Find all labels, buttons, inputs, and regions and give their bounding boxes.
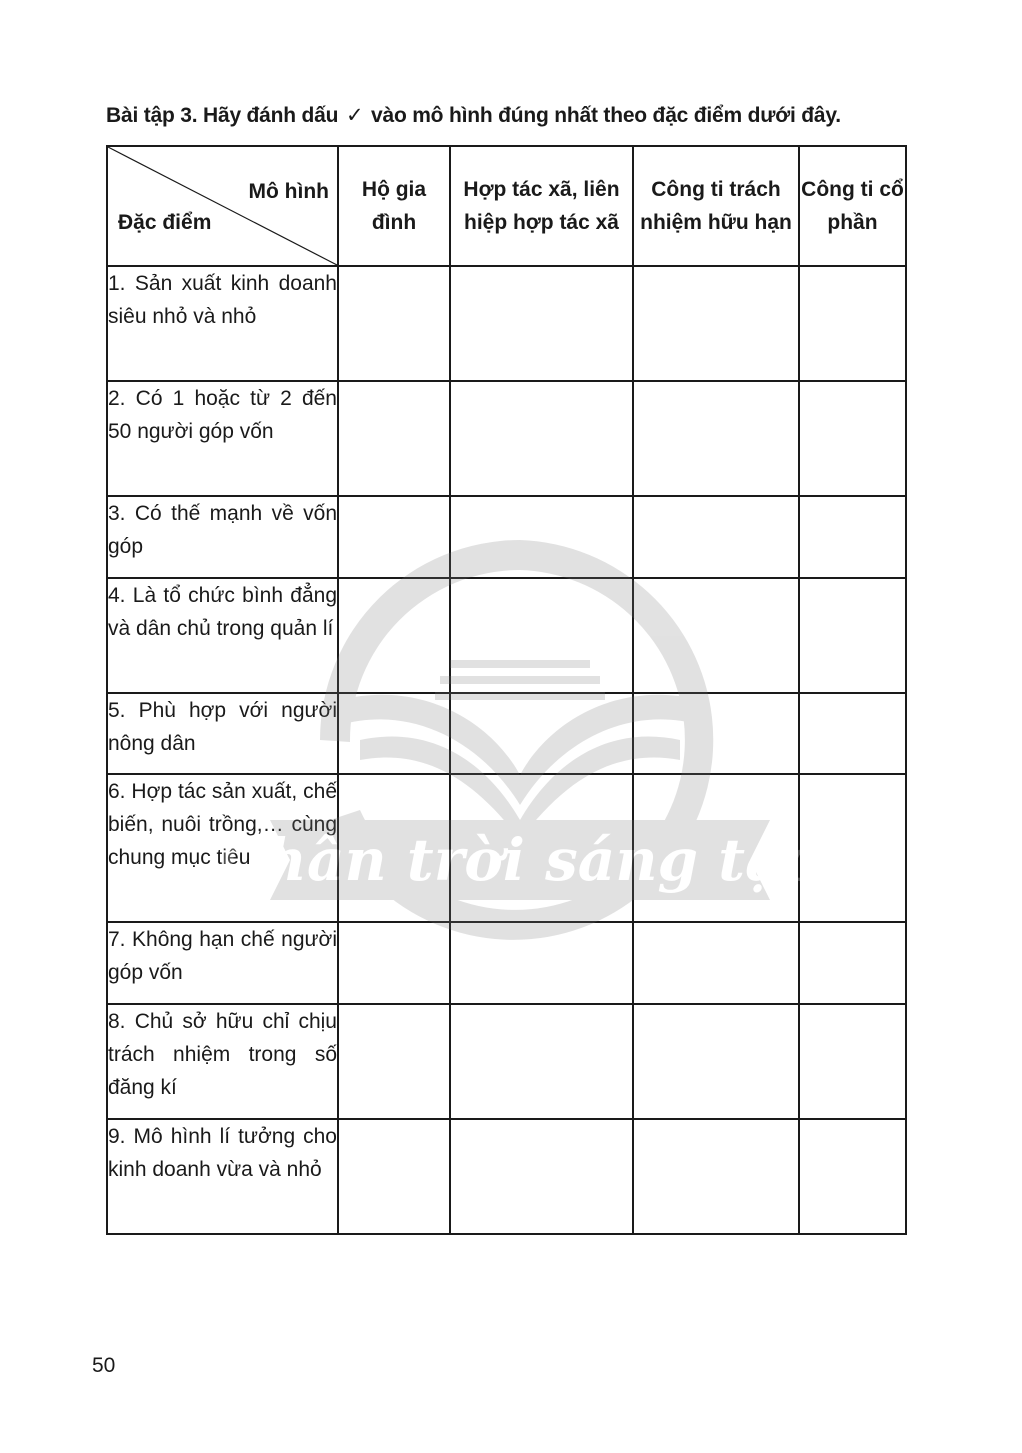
answer-cell[interactable] bbox=[799, 496, 906, 578]
table-row bbox=[107, 578, 906, 693]
answer-cell[interactable] bbox=[338, 922, 450, 1004]
answer-cell[interactable] bbox=[633, 381, 799, 496]
table-row bbox=[107, 1119, 906, 1234]
header-row bbox=[107, 146, 906, 266]
answer-cell[interactable] bbox=[799, 1119, 906, 1234]
answer-cell[interactable] bbox=[633, 693, 799, 774]
answer-cell[interactable] bbox=[338, 381, 450, 496]
answer-cell[interactable] bbox=[450, 266, 633, 381]
feature-label: 7. Không hạn chế người góp vốn bbox=[107, 922, 338, 1004]
answer-cell[interactable] bbox=[633, 266, 799, 381]
answer-cell[interactable] bbox=[799, 578, 906, 693]
answer-cell[interactable] bbox=[633, 1119, 799, 1234]
column-header: Công ti cổ phần bbox=[799, 146, 906, 266]
table-row bbox=[107, 1004, 906, 1119]
watermark-text: Chân trời sáng tạo bbox=[218, 826, 822, 894]
answer-cell[interactable] bbox=[633, 922, 799, 1004]
exercise-title-start: Bài tập 3. Hãy đánh dấu bbox=[106, 104, 339, 127]
classification-table bbox=[106, 145, 907, 1235]
answer-cell[interactable] bbox=[338, 496, 450, 578]
answer-cell[interactable] bbox=[450, 922, 633, 1004]
answer-cell[interactable] bbox=[450, 1119, 633, 1234]
answer-cell[interactable] bbox=[633, 1004, 799, 1119]
feature-label: 1. Sản xuất kinh doanh siêu nhỏ và nhỏ bbox=[107, 266, 338, 381]
feature-label: 2. Có 1 hoặc từ 2 đến 50 người góp vốn bbox=[107, 381, 338, 496]
answer-cell[interactable] bbox=[799, 266, 906, 381]
answer-cell[interactable] bbox=[338, 578, 450, 693]
feature-label: 5. Phù hợp với người nông dân bbox=[107, 693, 338, 774]
answer-cell[interactable] bbox=[450, 774, 633, 922]
exercise-title bbox=[106, 103, 926, 128]
answer-cell[interactable] bbox=[450, 693, 633, 774]
exercise-title-end: vào mô hình đúng nhất theo đặc điểm dưới đây. bbox=[370, 104, 841, 127]
diagonal-divider bbox=[108, 147, 337, 265]
answer-cell[interactable] bbox=[799, 1004, 906, 1119]
answer-cell[interactable] bbox=[450, 578, 633, 693]
table-row bbox=[107, 693, 906, 774]
answer-cell[interactable] bbox=[338, 266, 450, 381]
answer-cell[interactable] bbox=[450, 496, 633, 578]
feature-label: 8. Chủ sở hữu chỉ chịu trách nhiệm trong số đăng kí bbox=[107, 1004, 338, 1119]
table-row bbox=[107, 922, 906, 1004]
corner-header bbox=[107, 146, 338, 266]
column-header: Công ti trách nhiệm hữu hạn bbox=[633, 146, 799, 266]
corner-label-model: Mô hình bbox=[248, 180, 329, 203]
answer-cell[interactable] bbox=[338, 693, 450, 774]
answer-cell[interactable] bbox=[633, 774, 799, 922]
answer-cell[interactable] bbox=[450, 1004, 633, 1119]
answer-cell[interactable] bbox=[633, 578, 799, 693]
feature-label: 3. Có thế mạnh về vốn góp bbox=[107, 496, 338, 578]
column-header: Hợp tác xã, liên hiệp hợp tác xã bbox=[450, 146, 633, 266]
column-header: Hộ gia đình bbox=[338, 146, 450, 266]
answer-cell[interactable] bbox=[799, 922, 906, 1004]
answer-cell[interactable] bbox=[338, 1004, 450, 1119]
table-row bbox=[107, 774, 906, 922]
feature-label: 9. Mô hình lí tưởng cho kinh doanh vừa và nhỏ bbox=[107, 1119, 338, 1234]
corner-label-feature: Đặc điểm bbox=[118, 211, 212, 234]
feature-label: 4. Là tổ chức bình đẳng và dân chủ trong quản lí bbox=[107, 578, 338, 693]
page-number: 50 bbox=[92, 1354, 116, 1377]
table-row bbox=[107, 266, 906, 381]
answer-cell[interactable] bbox=[338, 774, 450, 922]
answer-cell[interactable] bbox=[338, 1119, 450, 1234]
feature-label: 6. Hợp tác sản xuất, chế biến, nuôi trồng,… cùng chung mục tiêu bbox=[107, 774, 338, 922]
answer-cell[interactable] bbox=[799, 381, 906, 496]
answer-cell[interactable] bbox=[633, 496, 799, 578]
table-row bbox=[107, 381, 906, 496]
answer-cell[interactable] bbox=[799, 693, 906, 774]
table-row bbox=[107, 496, 906, 578]
answer-cell[interactable] bbox=[799, 774, 906, 922]
checkmark-icon: ✓ bbox=[345, 104, 364, 127]
answer-cell[interactable] bbox=[450, 381, 633, 496]
